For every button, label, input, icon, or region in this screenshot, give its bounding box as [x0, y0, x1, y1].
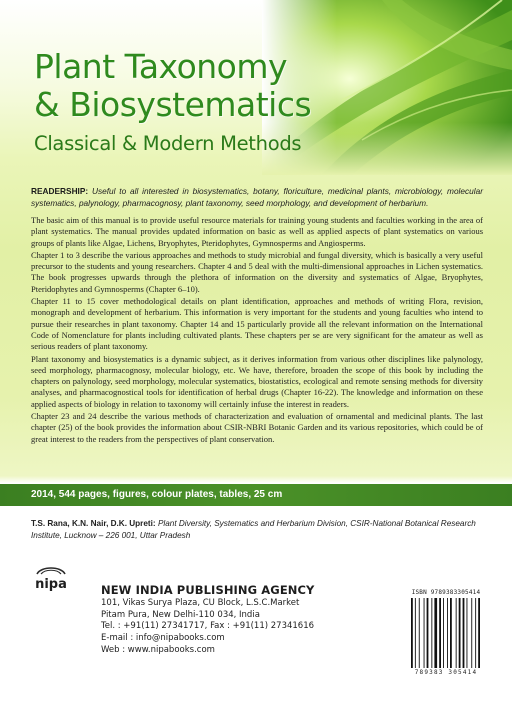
readership-text: Useful to all interested in biosystematics, botany, floriculture, medicinal plants, microbiology, molecular systematics, palynology, pharmacognosy, plant taxonomy, seed morphology, and development of herbarium. — [31, 186, 483, 208]
paragraph: Chapter 23 and 24 describe the various methods of characterization and evaluation of ornamental and medicinal plants. The last chapter (25) of the book provides the information about CSIR-NBRI Botanic Garden and its various repositories, which could be of great interest to the readers from the perspectives of plant conservation. — [31, 411, 483, 444]
authors — [31, 518, 486, 541]
barcode-bar — [415, 598, 416, 668]
barcode-bar — [439, 598, 441, 668]
title-line-1: Plant Taxonomy — [34, 47, 288, 86]
author-names: T.S. Rana, K.N. Nair, D.K. Upreti: — [31, 519, 156, 528]
barcode-bar — [447, 598, 448, 668]
barcode-bar — [419, 598, 420, 668]
barcode-bar — [431, 598, 432, 668]
title-block — [34, 48, 334, 155]
paragraph: Plant taxonomy and biosystematics is a dynamic subject, as it derives information from various other disciplines like palynology, seed morphology, pharmacognosy, molecular biology, etc. We have, therefore, broaden the scope of this book by including the chapters on palynology, seed morphology, molecular systematics, biostatistics, ecological and remote sensing methods for diversity analyses, and pharmacognostical tools for identification of herbal drugs (Chapter 16-22). The knowledge and information on these applied aspects of biology in relation to taxonomy will certainly infuse the interest in readers. — [31, 353, 483, 409]
paragraph: Chapter 1 to 3 describe the various approaches and methods to study microbial and fungal diversity, which is basically a very useful precursor to the students and young researchers. Chapter 4 and 5 deal with the multi-dimensional approaches in Lichen systematics. The book progresses upwards through the plethora of information on the diversity and systematics of Algae, Bryophytes, Pteridophytes and Gymnosperms (Chapter 6–10). — [31, 249, 483, 294]
paragraph: Chapter 11 to 15 cover methodological details on plant identification, approaches and methods of writing Flora, revision, monograph and development of herbarium. This information is very important for the students and young faculties who intend to pursue their researches in plant taxonomy. Chapter 14 and 15 particularly provide all the relevant information on the International Code of Nomenclature for plants including cultivated plants. These chapters per se are very significant for the amateur as well as serious readers of plant taxonomy. — [31, 296, 483, 352]
barcode-bars — [409, 598, 483, 668]
barcode-bar — [411, 598, 413, 668]
barcode-bar — [427, 598, 429, 668]
email-line: E-mail : info@nipabooks.com — [101, 633, 225, 644]
subtitle: Classical & Modern Methods — [34, 132, 302, 155]
address-line: Pitam Pura, New Delhi-110 034, India — [101, 609, 260, 620]
barcode-bar — [434, 598, 437, 668]
isbn-label: ISBN 9789383305414 — [411, 589, 481, 596]
readership — [31, 186, 483, 209]
barcode-bar — [424, 598, 425, 668]
logo-text: nipa — [35, 577, 67, 592]
nipa-logo — [31, 564, 71, 594]
barcode-bar — [471, 598, 472, 668]
barcode-bar — [443, 598, 444, 668]
barcode-bar — [459, 598, 461, 668]
paragraph: The basic aim of this manual is to provide useful resource materials for training young students and faculties working in the area of plant systematics. The manual provides updated information on basic as well as applied aspects of plant systematics on various groups of plants like Algae, Lichens, Bryophytes, Pteridophytes, Gymnosperms and Angiosperms. — [31, 215, 483, 248]
barcode-bar — [478, 598, 480, 668]
web-line: Web : www.nipabooks.com — [101, 644, 215, 655]
barcode-digits: 789383 305414 — [414, 669, 478, 676]
phone-line: Tel. : +91(11) 27341717, Fax : +91(11) 27341616 — [101, 621, 315, 632]
specs-band — [0, 484, 512, 506]
title-line-2: & Biosystematics — [34, 85, 312, 124]
author-affiliation: Plant Diversity, Systematics and Herbarium Division, CSIR-National Botanical Research Institute, Lucknow – 226 001, Uttar Pradesh — [31, 519, 476, 540]
publisher-info — [101, 585, 381, 657]
publisher-name: NEW INDIA PUBLISHING AGENCY — [101, 583, 315, 597]
isbn-barcode — [405, 586, 487, 683]
barcode-bar — [467, 598, 468, 668]
readership-label: READERSHIP: — [31, 186, 89, 196]
barcode-bar — [456, 598, 457, 668]
description — [31, 186, 483, 446]
book-specs: 2014, 544 pages, figures, colour plates, tables, 25 cm — [31, 489, 283, 500]
barcode-bar — [463, 598, 465, 668]
address-line: 101, Vikas Surya Plaza, CU Block, L.S.C.Market — [101, 597, 300, 608]
barcode-bar — [475, 598, 476, 668]
barcode-bar — [450, 598, 452, 668]
